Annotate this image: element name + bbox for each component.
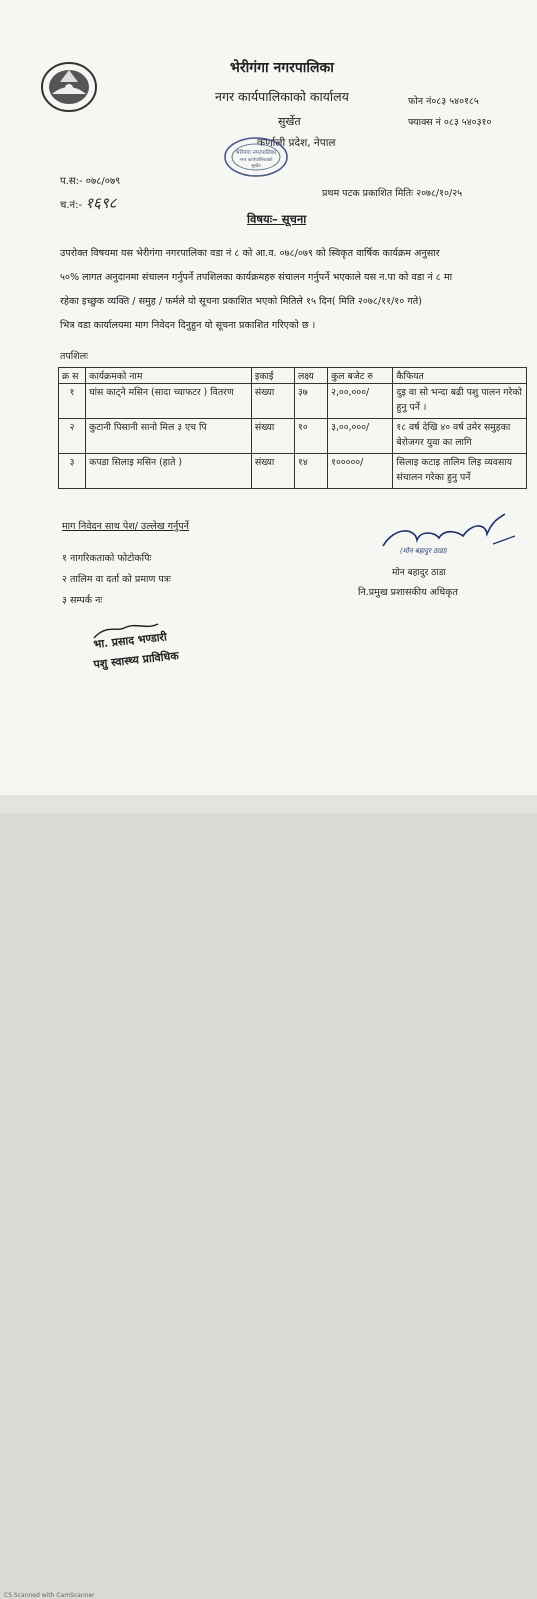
chalani-number [60,193,116,213]
published-date: प्रथम पटक प्रकाशित मितिः २०७८/१०/२५ [322,188,463,199]
svg-text:पशु स्वास्थ्य प्राविधिक: पशु स्वास्थ्य प्राविधिक [92,649,180,671]
notice-body [60,242,520,338]
org-name: भेरीगंगा नगरपालिका [230,60,334,76]
body-line: उपरोक्त विषयमा यस भेरीगंगा नगरपालिका वडा नं ८ को आ.व. ०७८/०७९ को स्विकृत वार्षिक कार्यक्रम अनुसार [60,248,440,259]
patra-sankhya: प.स:- ०७८/०७९ [60,176,121,187]
scanner-watermark: CS Scanned with CamScanner [4,1592,95,1599]
table-cell: संख्या [251,454,294,489]
col-header: कुल बजेट रु [328,368,393,384]
vet-technician-stamp [88,618,198,676]
table-cell: १०००००/ [328,454,393,489]
tapsil-label: तपशिलः [60,351,89,362]
table-cell: ३ [59,454,86,489]
requirements-title: माग निवेदन साथ पेश/ उल्लेख गर्नुपर्ने [62,521,189,532]
fax-number: फ्याक्स नं ०८३ ५४०३१० [408,117,492,128]
table-header-row [59,368,527,384]
requirement-item: २ तालिम वा दर्ता को प्रमाण पत्रः [62,574,171,585]
table-cell: ३७ [294,384,327,419]
signatory-name: मोन बहादुर ठाडा [392,568,446,578]
table-row [59,384,527,419]
body-line: भित्र वडा कार्यालयमा माग निवेदन दिनुहुन यो सूचना प्रकाशित गरिएको छ । [60,320,316,331]
requirement-item: १ नागरिकताको फोटोकपिः [62,553,152,564]
svg-text:नगर कार्यपालिकाको: नगर कार्यपालिकाको [239,158,273,163]
officer-signature [375,510,525,558]
chalani-label: च.नं:- [60,200,83,211]
col-header: कार्यक्रमको नाम [86,368,252,384]
table-cell: ३,००,०००/ [328,419,393,454]
table-cell: २,००,०००/ [328,384,393,419]
col-header: कैफियत [393,368,527,384]
table-cell: कुटानी पिसानी सानो मिल ३ एच पि [86,419,252,454]
col-header: लक्ष्य [294,368,327,384]
body-line: रहेका इच्छुक व्यक्ति / समुह / फर्मले यो सूचना प्रकाशित भएको मितिले १५ दिन( मिति २०७८/११/१० गते) [60,296,422,307]
signatory-name-print: (मोन बहादुर ठाडा) [400,547,448,555]
svg-text:भा. प्रसाद भण्डारी: भा. प्रसाद भण्डारी [92,630,168,651]
table-cell: १८ वर्ष देखि ४० वर्ष उमेर समुहका बेरोजगर युवा का लागि [393,419,527,454]
signatory-title: नि.प्रमुख प्रशासकीय अधिकृत [358,587,458,598]
body-line: ५०% लागत अनुदानमा संचालन गर्नुपर्ने तपशिलका कार्यक्रमहरु संचालन गर्नुपर्ने भएकाले यस न.पा को वडा नं ८ मा [60,272,453,283]
table-cell: १४ [294,454,327,489]
table-cell: १ [59,384,86,419]
table-row [59,419,527,454]
scanner-footer [0,795,537,1599]
office-seal-stamp [222,135,290,179]
svg-text:सुर्खेत: सुर्खेत [251,164,261,169]
table-cell: सिलाइ कटाइ तालिम लिइ व्यवसाय संचालन गरेका हुनु पर्ने [393,454,527,489]
program-table [58,367,527,489]
table-cell: १० [294,419,327,454]
requirement-item: ३ सम्पर्क नः [62,595,103,606]
nepal-emblem-logo [38,58,100,116]
table-row [59,454,527,489]
col-header: क्र स [59,368,86,384]
table-cell: कपडा सिलाइ मसिन (हाते ) [86,454,252,489]
table-cell: संख्या [251,419,294,454]
district: सुर्खेत [278,115,301,128]
svg-text:भेरीगंगा नगरपालिका: भेरीगंगा नगरपालिका [235,150,277,156]
col-header: इकाई [251,368,294,384]
notice-subject: विषयः– सूचना [247,212,307,226]
office-name: नगर कार्यपालिकाको कार्यालय [215,89,349,104]
table-cell: घांस काट्ने मसिन (सादा च्याफटर ) वितरण [86,384,252,419]
table-cell: संख्या [251,384,294,419]
table-cell: दुइ वा सो भन्दा बढी पशु पालन गरेको हुनु पर्ने । [393,384,527,419]
chalani-value: १६९८ [85,194,117,212]
table-cell: २ [59,419,86,454]
phone-number: फोन नं०८३ ५४०१८५ [408,96,479,107]
province: कर्णाली प्रदेश, नेपाल [257,137,336,149]
